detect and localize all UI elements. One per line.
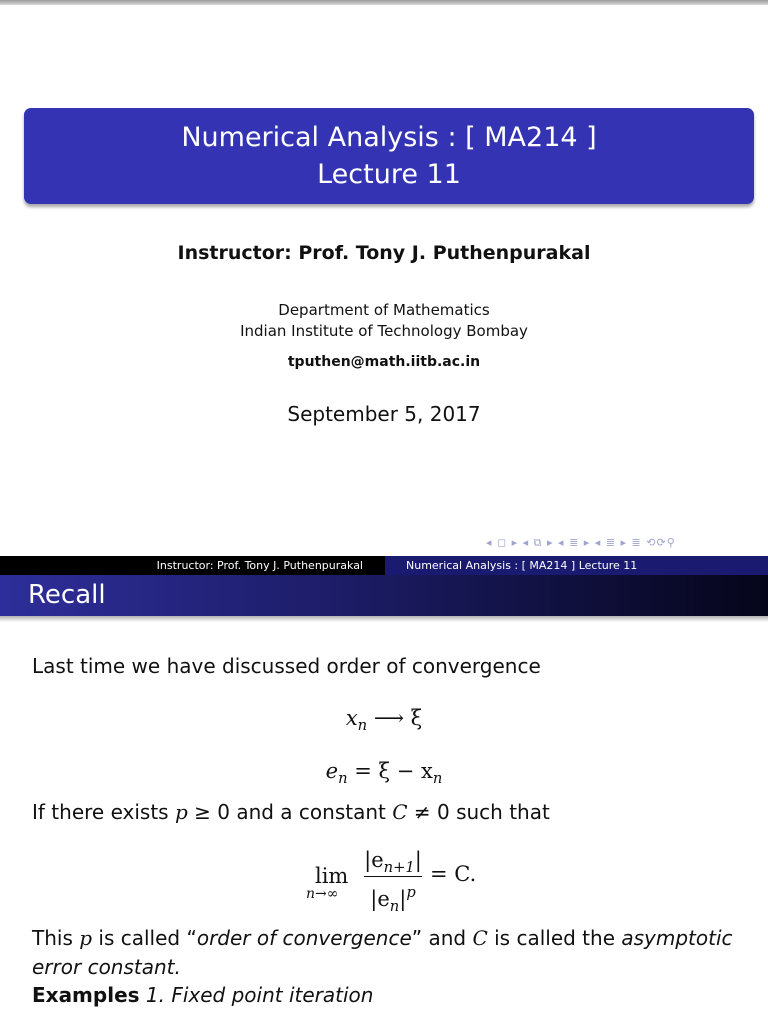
num-subscript: n+1: [383, 859, 415, 877]
definition-line-1: [32, 926, 733, 950]
examples-text: 1. Fixed point iteration: [139, 983, 374, 1007]
fraction-numerator: [364, 846, 422, 877]
equation-sequence: [0, 706, 768, 734]
den-close: |: [399, 886, 407, 911]
def-c: C: [472, 926, 488, 950]
fraction-denominator: [364, 879, 422, 915]
limit-fraction: [364, 846, 422, 915]
cond-part-2: ≥ 0 and a constant: [187, 800, 393, 824]
den-text: |e: [370, 886, 390, 911]
eq2-subscript: n: [338, 770, 348, 788]
num-text: |e: [364, 848, 384, 872]
examples-line: [32, 983, 373, 1007]
footer-author: [0, 556, 385, 575]
institute: Indian Institute of Technology Bombay: [240, 322, 528, 340]
lecture-number: Lecture 11: [317, 159, 461, 190]
footer-title: [385, 556, 768, 575]
eq1-subscript: n: [357, 717, 368, 735]
definition-line-2: error constant.: [32, 955, 181, 979]
beamer-navigation-icons[interactable]: ◂ ◻ ▸ ◂ ⧉ ▸ ◂ ≣ ▸ ◂ ≣ ▸ ≣ ⟲⟳⚲: [486, 536, 676, 549]
instructor-name: Instructor: Prof. Tony J. Puthenpurakal: [177, 242, 591, 264]
footer-title-text: Numerical Analysis : [ MA214 ] Lecture 11: [406, 559, 638, 572]
def-part-3: ” and: [411, 926, 473, 950]
eq2-lhs: e: [325, 759, 339, 783]
def-asymptotic-term: asymptotic: [621, 926, 733, 950]
fraction-bar: [364, 876, 422, 877]
cond-c: C: [392, 800, 408, 824]
cond-part-1: If there exists: [32, 800, 175, 824]
def-part-4: is called the: [487, 926, 622, 950]
limit-equals-c: = C.: [430, 862, 477, 886]
frame-title-bar: [0, 575, 768, 616]
eq1-rhs: ⟶ ξ: [367, 706, 423, 730]
lecture-date: September 5, 2017: [287, 402, 481, 426]
def-part-2: is called “: [92, 926, 197, 950]
footer-author-text: Instructor: Prof. Tony J. Puthenpurakal: [156, 559, 363, 572]
cond-part-3: ≠ 0 such that: [407, 800, 550, 824]
top-edge: [0, 0, 768, 5]
def-p: p: [79, 926, 93, 950]
condition-text: [32, 800, 550, 824]
department: Department of Mathematics: [278, 301, 490, 319]
lim-subscript: n→∞: [306, 886, 339, 902]
num-close: |: [414, 848, 422, 872]
den-subscript: n: [389, 897, 400, 915]
def-order-term: order of convergence: [196, 926, 412, 950]
title-box: [24, 108, 754, 204]
equation-error: [0, 759, 768, 787]
intro-text: Last time we have discussed order of convergence: [32, 654, 541, 678]
frame-title: Recall: [28, 580, 106, 610]
presentation-title: Numerical Analysis : [ MA214 ]: [181, 122, 597, 153]
lim-operator: lim: [315, 864, 349, 888]
eq1-lhs: x: [345, 706, 358, 730]
den-exponent: p: [406, 884, 416, 901]
cond-p: p: [174, 800, 188, 824]
eq2-rhs: = ξ − x: [347, 759, 433, 783]
examples-label: Examples: [32, 983, 140, 1007]
frame-title-shadow: [0, 616, 768, 622]
eq2-subscript-2: n: [432, 770, 443, 788]
email-address: tputhen@math.iitb.ac.in: [287, 354, 481, 370]
affiliation: [0, 300, 768, 342]
def-part-1: This: [32, 926, 80, 950]
